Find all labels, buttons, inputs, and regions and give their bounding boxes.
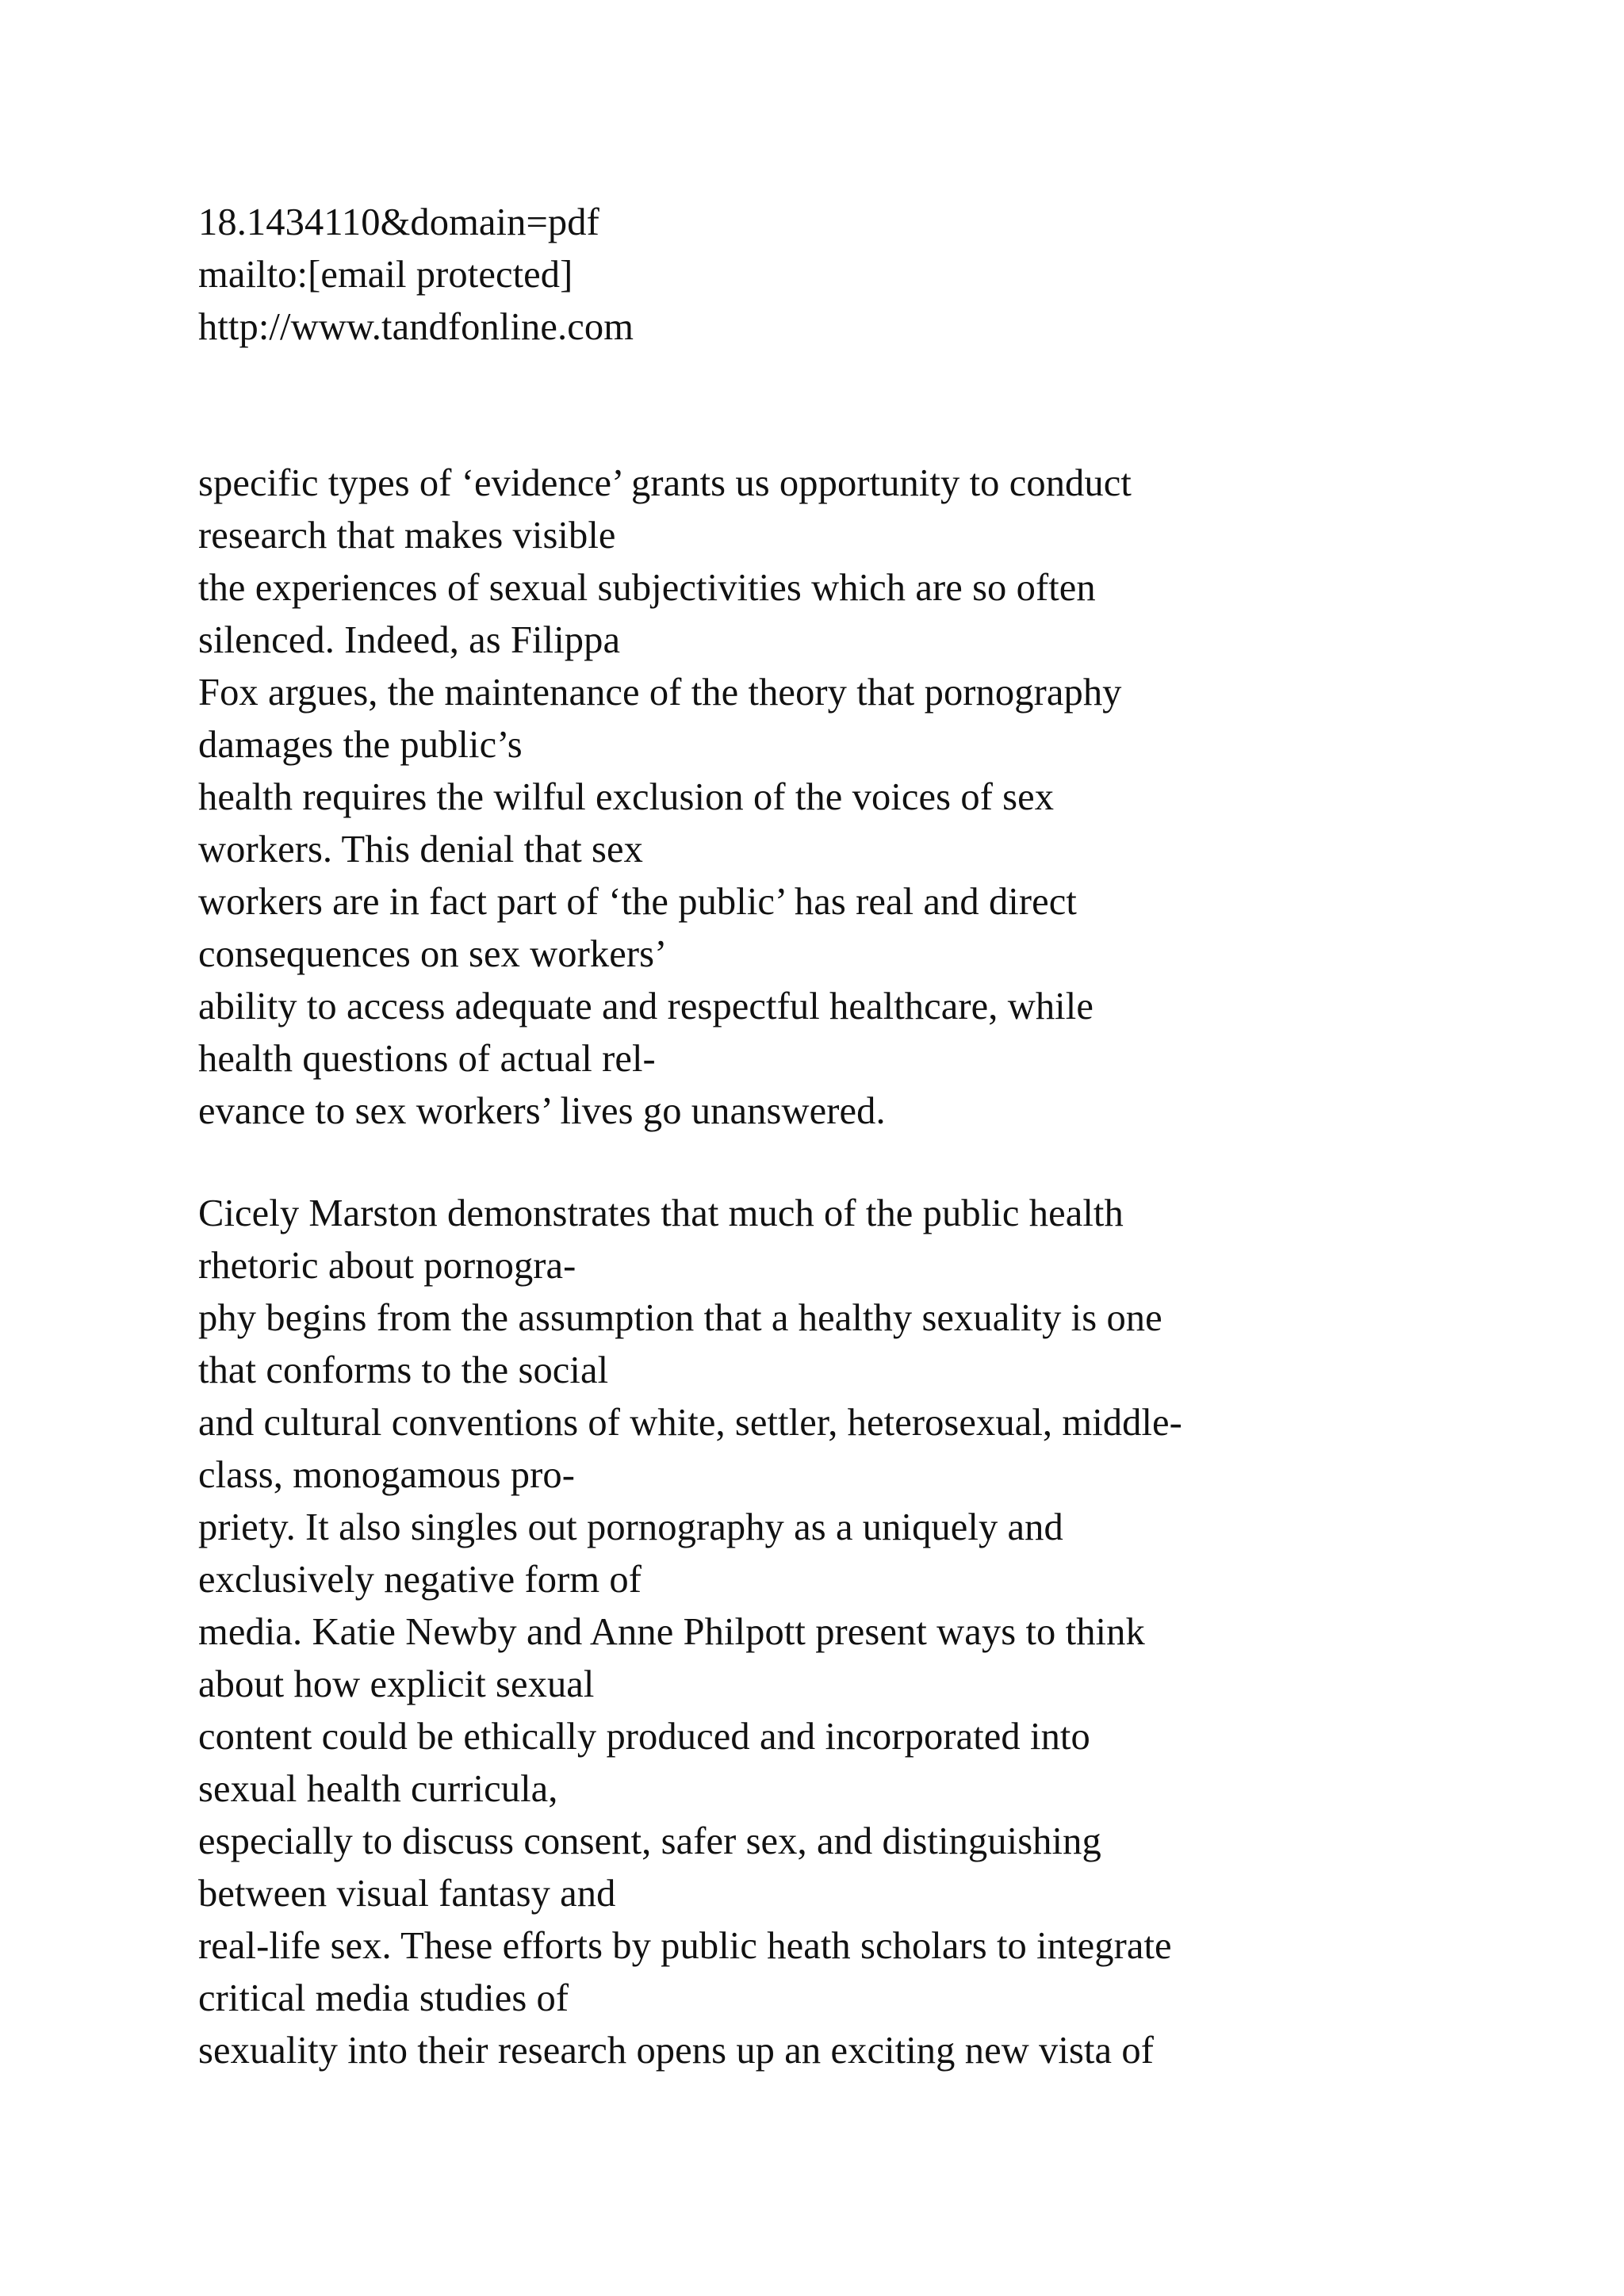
paragraph-line: ability to access adequate and respectful healthcare, while — [198, 985, 1094, 1027]
paragraph-line: the experiences of sexual subjectivities which are so often — [198, 567, 1096, 609]
paragraph-evidence — [198, 457, 1546, 1138]
paragraph-line: between visual fantasy and — [198, 1873, 616, 1915]
mailto-line: mailto:[email protected] — [198, 254, 573, 296]
paragraph-line: workers are in fact part of ‘the public’ has real and direct — [198, 881, 1077, 923]
paragraph-line: class, monogamous pro- — [198, 1454, 576, 1496]
paragraph-line: exclusively negative form of — [198, 1559, 642, 1601]
paragraph-line: sexuality into their research opens up an exciting new vista of — [198, 2030, 1154, 2072]
paragraph-line: health questions of actual rel- — [198, 1038, 656, 1080]
paragraph-line: and cultural conventions of white, settler, heterosexual, middle- — [198, 1402, 1182, 1444]
paragraph-line: media. Katie Newby and Anne Philpott present ways to think — [198, 1611, 1145, 1653]
paragraph-line: sexual health curricula, — [198, 1768, 558, 1810]
paragraph-line: workers. This denial that sex — [198, 828, 643, 871]
paragraph-line: priety. It also singles out pornography as a uniquely and — [198, 1506, 1063, 1548]
paragraph-line: real-life sex. These efforts by public heath scholars to integrate — [198, 1925, 1172, 1967]
paragraph-line: damages the public’s — [198, 724, 523, 766]
paragraph-line: about how explicit sexual — [198, 1663, 595, 1705]
paragraph-line: rhetoric about pornogra- — [198, 1245, 576, 1287]
paragraph-line: consequences on sex workers’ — [198, 933, 668, 975]
paragraph-line: especially to discuss consent, safer sex, and distinguishing — [198, 1820, 1101, 1862]
paragraph-line: evance to sex workers’ lives go unanswered. — [198, 1090, 886, 1132]
paragraph-line: specific types of ‘evidence’ grants us opportunity to conduct — [198, 462, 1132, 504]
paragraph-line: Fox argues, the maintenance of the theory that pornography — [198, 672, 1122, 714]
paragraph-line: that conforms to the social — [198, 1349, 609, 1391]
paragraph-line: critical media studies of — [198, 1977, 569, 2019]
website-line: http://www.tandfonline.com — [198, 306, 634, 348]
paragraph-line: research that makes visible — [198, 515, 616, 557]
paragraph-line: Cicely Marston demonstrates that much of the public health — [198, 1192, 1124, 1234]
header-links — [198, 197, 1546, 354]
paragraph-line: content could be ethically produced and incorporated into — [198, 1716, 1090, 1758]
paragraph-line: phy begins from the assumption that a healthy sexuality is one — [198, 1297, 1162, 1339]
doi-fragment-line: 18.1434110&domain=pdf — [198, 201, 599, 243]
paragraph-line: silenced. Indeed, as Filippa — [198, 619, 621, 661]
paragraph-marston — [198, 1188, 1546, 2077]
paragraph-line: health requires the wilful exclusion of the voices of sex — [198, 776, 1055, 818]
